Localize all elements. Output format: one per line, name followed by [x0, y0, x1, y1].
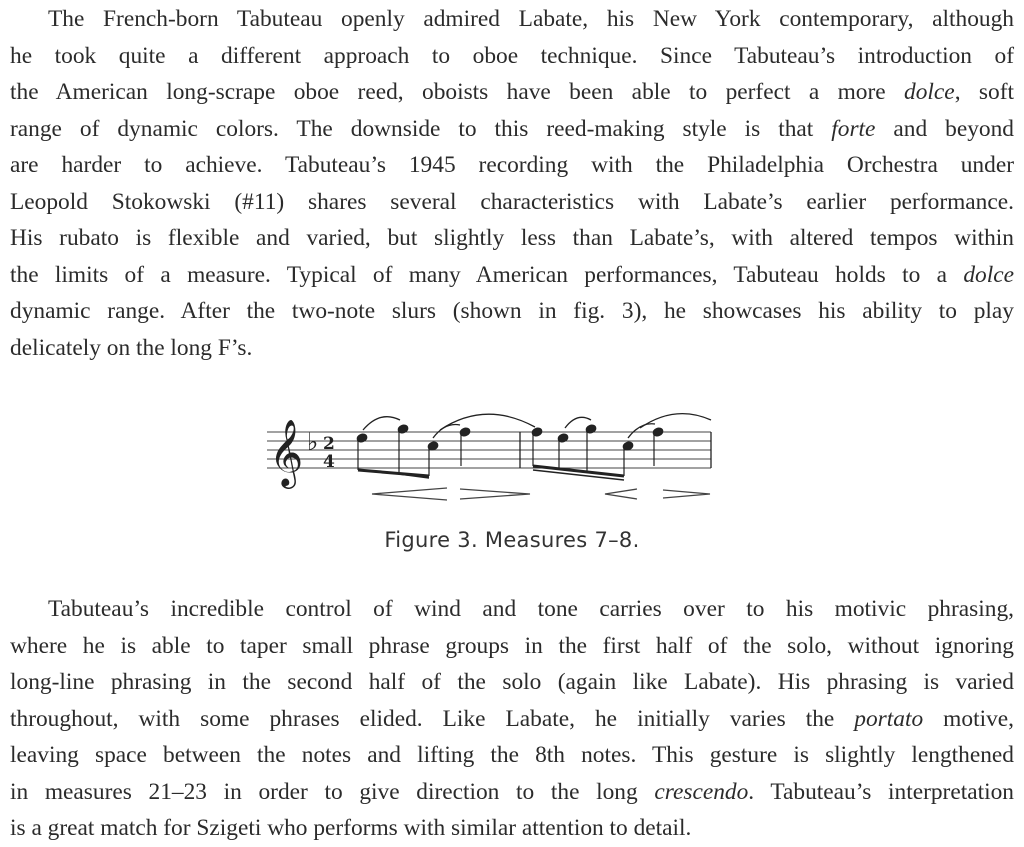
text-segment: . Tabuteau’s interpretation [748, 778, 1015, 805]
text-line [10, 330, 1014, 367]
text-segment: where he is able to taper small phrase groups in the first half of the solo, without ignoring [10, 632, 1014, 659]
text-line [10, 737, 1014, 774]
text-line [10, 664, 1014, 701]
text-line [10, 293, 1014, 330]
dynamics-hairpins [372, 488, 710, 500]
text-segment: , soft [954, 79, 1014, 105]
text-segment: long-line phrasing in the second half of the solo (again like Labate). His phrasing is varied [10, 669, 1014, 695]
text-segment: he took quite a different approach to oboe technique. Since Tabuteau’s introduction of [10, 42, 1014, 69]
italic-term: crescendo [654, 778, 749, 805]
crescendo-hairpin-icon [372, 488, 447, 500]
text-line [10, 701, 1014, 738]
italic-term: forte [831, 115, 876, 142]
text-segment: delicately on the long F’s. [10, 334, 253, 361]
music-excerpt-figure [255, 400, 725, 510]
text-line [10, 810, 1014, 847]
text-line [10, 774, 1014, 811]
text-line [10, 74, 1014, 111]
measure-8 [531, 414, 711, 480]
text-segment: Tabuteau’s incredible control of wind and tone carries over to his motivic phrasing, [48, 596, 1014, 622]
crescendo-hairpin-icon [605, 489, 637, 499]
text-line [10, 147, 1014, 184]
text-segment: in measures 21–23 in order to give direction to the long [10, 778, 655, 805]
italic-term: portato [854, 705, 924, 732]
text-segment: the limits of a measure. Typical of many American performances, Tabuteau holds to a [10, 261, 964, 288]
text-segment: is a great match for Szigeti who performs with similar attention to detail. [10, 815, 692, 841]
flat-key-signature-icon: ♭ [307, 428, 319, 456]
svg-text:4: 4 [323, 452, 335, 472]
text-line [10, 184, 1014, 221]
italic-term: dolce [904, 79, 955, 105]
text-segment: leaving space between the notes and lifting the 8th notes. This gesture is slightly lengthened [10, 742, 1014, 768]
text-line [10, 591, 1014, 628]
text-line [10, 628, 1014, 665]
paragraph-2 [10, 591, 1014, 847]
figure-caption: Figure 3. Measures 7–8. [384, 528, 640, 552]
text-segment: The French-born Tabuteau openly admired Labate, his New York contemporary, although [48, 6, 1014, 32]
text-line [10, 220, 1014, 257]
text-segment: dynamic range. After the two-note slurs (shown in fig. 3), he showcases his ability to play [10, 298, 1014, 324]
text-segment: are harder to achieve. Tabuteau’s 1945 recording with the Philadelphia Orchestra under [10, 152, 1014, 178]
text-segment: motive, [923, 705, 1014, 732]
text-segment: His rubato is flexible and varied, but slightly less than Labate’s, with altered tempos within [10, 225, 1014, 251]
text-segment: the American long-scrape oboe reed, oboists have been able to perfect a more [10, 79, 905, 105]
decrescendo-hairpin-icon [460, 489, 530, 499]
time-signature: 2 [323, 434, 335, 454]
text-segment: Leopold Stokowski (#11) shares several characteristics with Labate’s earlier performance. [10, 188, 1014, 215]
decrescendo-hairpin-icon [663, 490, 710, 498]
text-line [10, 1, 1014, 38]
paragraph-1 [10, 1, 1014, 366]
text-segment: throughout, with some phrases elided. Like Labate, he initially varies the [10, 705, 855, 732]
text-segment: and beyond [875, 115, 1015, 142]
italic-term: dolce [963, 261, 1014, 288]
text-segment: range of dynamic colors. The downside to this reed-making style is that [10, 115, 832, 142]
text-line [10, 38, 1014, 75]
treble-clef-icon: 𝄞 [269, 418, 304, 486]
text-line [10, 111, 1014, 148]
text-line [10, 257, 1014, 294]
